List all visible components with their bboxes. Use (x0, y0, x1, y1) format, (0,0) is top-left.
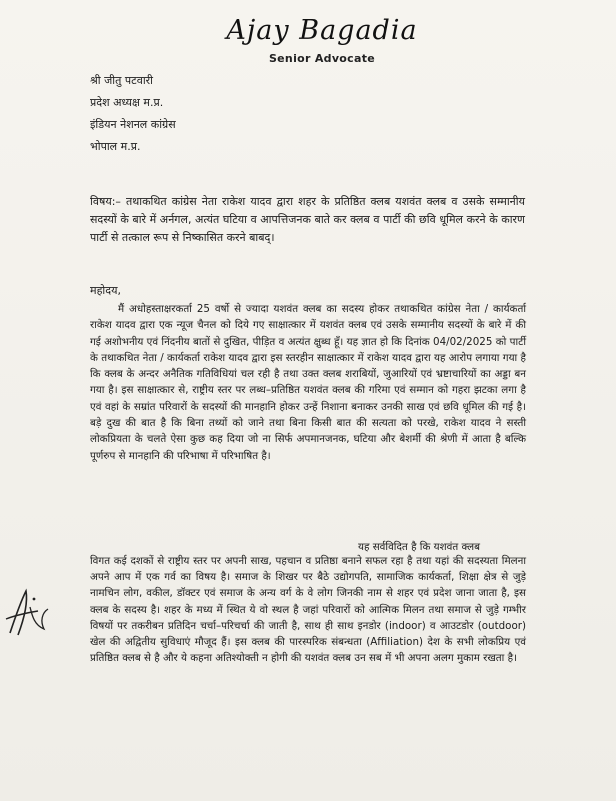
recipient-line: इंडियन नेशनल कांग्रेस (90, 118, 176, 131)
recipient-address (90, 70, 176, 158)
body-paragraph-2: विगत कई दशकों से राष्ट्रीय स्तर पर अपनी साख, पहचान व प्रतिष्ठा बनाने सफल रहा है तथा यहां की सदस्यता मिलना अपने आप में एक गर्व का विषय है। समाज के शिखर पर बैठे उद्योगपति, सामाजिक कार्यकर्ता, शिक्षा क्षेत्र से जुड़े नामचिन लोग, वकील, डॉक्टर एवं समाज के अन्य वर्ग के वे लोग जिनकी नाम से शहर एवं प्रदेश जाना जाता है, इस क्लब के सदस्य है। शहर के मध्य में स्थित ये वो स्थल है जहां परिवारों को आत्मिक मिलन तथा समाज से जुड़े गम्भीर विषयों पर तकरीबन प्रतिदिन चर्चा–परिचर्चा की जाती है, साथ ही साथ इनडोर (indoor) व आउटडोर (outdoor) खेल की अद्वितीय सुविधाएं मौजूद हैं। इस क्लब की पारस्परिक संबन्धता (Affiliation) देश के सभी लोकप्रिय एवं प्रतिष्ठित क्लब से है और ये कहना अतिश्योक्ती न होगी की यशवंत क्लब उन सब में भी अपना अलग मुकाम रखता है। (90, 555, 526, 665)
letterhead (222, 14, 422, 65)
body-paragraph-1 (90, 301, 526, 464)
subject-line: विषय:– तथाकथित कांग्रेस नेता राकेश यादव द्वारा शहर के प्रतिष्ठित क्लब यशवंत क्लब व उसके सम्मानीय सदस्यों के बारे में अर्नगल, अत्यंत घटिया व आपत्तिजनक बाते कर क्लब व पार्टी की छवि धूमिल करने के कारण पार्टी से तत्काल रूप से निष्कासित करने बाबद्। (90, 195, 525, 244)
handwritten-signature (4, 585, 50, 645)
body-paragraph-1-text: मैं अधोहस्ताक्षरकर्ता 25 वर्षो से ज्यादा यशवंत क्लब का सदस्य होकर तथाकथित कांग्रेस नेता / कार्यकर्ता राकेश यादव द्वारा एक न्यूज चैनल को दिये गए साक्षात्कार में यशवंत क्लब एवं उसके सम्मानीय सदस्यों के बारे में की गई अशोभनीय एवं निंदनीय बातों से दुखित, पीड़ित व अत्यंत क्षुब्ध हूँ। यह ज्ञात हो कि दिनांक 04/02/2025 को पार्टी के तथाकथित नेता / कार्यकर्ता राकेश यादव द्वारा इस स्तरहीन साक्षात्कार में राकेश यादव द्वारा यह आरोप लगाया गया है कि क्लब के अन्दर अनैतिक गतिविधियां चल रही है तथा उक्त क्लब शराबियों, जुआरियों एवं भ्रष्टाचारियों का अड्डा बन गया है। इस साक्षात्कार से, राष्ट्रीय स्तर पर लब्ध–प्रतिष्ठित यशवंत क्लब की गरिमा एवं सम्मान को गहरा झटका लगा है एवं वहां के सम्रांत परिवारों के सदस्यों की मानहानि होकर उन्हें निशाना बनाकर उनकी साख एवं छवि धूमिल की गई है। बड़े दुख की बात है कि बिना तथ्यों को जाने तथा बिना किसी बात की सत्यता को परखे, राकेश यादव ने सस्ती लोकप्रियता के चलते ऐसा कुछ कह दिया जो ना सिर्फ अपमानजनक, घटिया और बेशर्मी की श्रेणी में आता है बल्कि पूर्णरुप से मानहानि की परिभाषा में परिभाषित है। (90, 303, 526, 462)
recipient-line: श्री जीतु पटवारी (90, 74, 154, 87)
letterhead-name: Ajay Bagadia (226, 15, 418, 46)
body-paragraph-2-lead: यह सर्वविदित है कि यशवंत क्लब (358, 541, 480, 553)
recipient-line: भोपाल म.प्र. (90, 140, 141, 153)
recipient-line: प्रदेश अध्यक्ष म.प्र. (90, 96, 164, 109)
letterhead-title: Senior Advocate (268, 52, 376, 65)
salutation: महोदय, (90, 284, 121, 297)
